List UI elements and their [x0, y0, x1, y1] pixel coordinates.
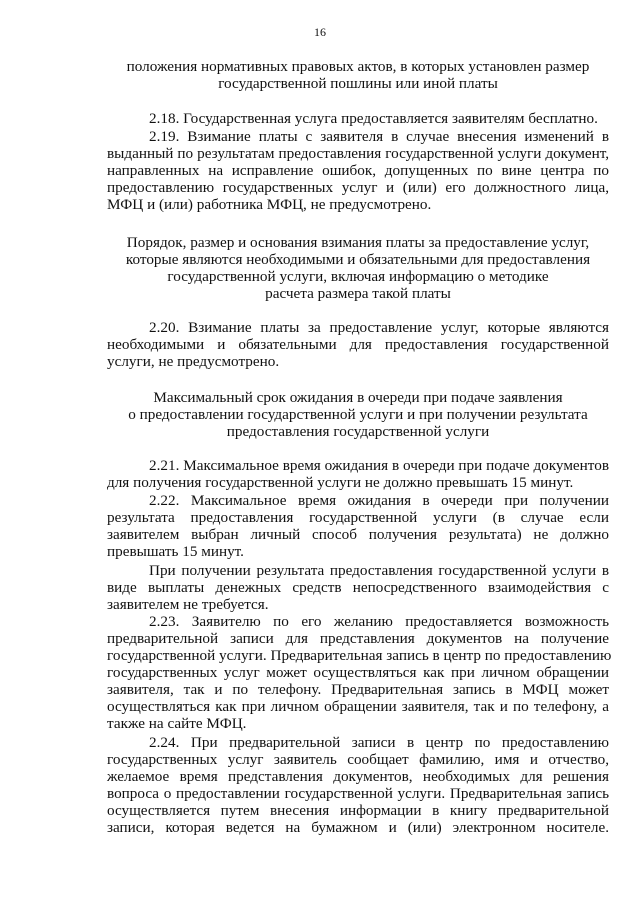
paragraph-line: выданный по результатам предоставления государственной услуги документ, — [107, 145, 609, 162]
paragraph-line: превышать 15 минут. — [107, 543, 244, 560]
paragraph-2-24 — [107, 734, 609, 836]
paragraph-line: результата предоставления государственной услуги (в случае если — [107, 509, 609, 526]
paragraph-line: виде выплаты денежных средств непосредственного взаимодействия с — [107, 579, 609, 596]
paragraph-line: 2.23. Заявителю по его желанию предоставляется возможность — [149, 613, 609, 630]
paragraph-payment-interaction — [107, 562, 609, 613]
paragraph-line: для получения государственной услуги не должно превышать 15 минут. — [107, 474, 574, 491]
paragraph-2-23 — [107, 613, 612, 732]
paragraph-line: предварительной записи для представления документов на получение — [107, 630, 609, 647]
paragraph-line: государственной услуги. Предварительная запись в центр по предоставлению — [107, 647, 612, 664]
paragraph-line: записи, которая ведется на бумажном и (или) электронном носителе. — [107, 819, 609, 836]
paragraph-line: 2.20. Взимание платы за предоставление услуг, которые являются — [149, 319, 609, 336]
paragraph-line: желаемое время представления документов, необходимых для решения — [107, 768, 609, 785]
paragraph-2-22 — [107, 492, 609, 560]
paragraph-line: 2.19. Взимание платы с заявителя в случае внесения изменений в — [149, 128, 609, 145]
heading-line: положения нормативных правовых актов, в которых установлен размер — [126, 58, 590, 75]
paragraph-line: услуги, не предусмотрено. — [107, 353, 280, 370]
heading-line: Максимальный срок ожидания в очереди при подаче заявления — [153, 389, 563, 406]
section-heading-queue-time — [107, 389, 609, 440]
heading-line: предоставления государственной услуги — [226, 423, 490, 440]
paragraph-2-21 — [107, 457, 609, 491]
heading-line: расчета размера такой платы — [265, 285, 451, 302]
paragraph-line: осуществляться как при личном обращении заявителя, так и по телефону, а — [107, 698, 609, 715]
paragraph-line: При получении результата предоставления государственной услуги в — [149, 562, 609, 579]
paragraph-line: вопроса о предоставлении государственной услуги. Предварительная запись — [107, 785, 609, 802]
paragraph-line: осуществляется путем внесения информации в книгу предварительной — [107, 802, 609, 819]
section-heading-fees-acts — [107, 58, 609, 92]
paragraph-line: направленных на исправление ошибок, допущенных по вине центра по — [107, 162, 609, 179]
heading-line: государственной услуги, включая информацию о методике — [167, 268, 549, 285]
paragraph-line: государственных услуг заявитель сообщает фамилию, имя и отчество, — [107, 751, 609, 768]
paragraph-2-19 — [107, 128, 609, 213]
paragraph-2-20 — [107, 319, 609, 370]
heading-line: о предоставлении государственной услуги и при получении результата — [128, 406, 588, 423]
paragraph-line: заявителем не требуется. — [107, 596, 269, 613]
paragraph-line: государственных услуг может осуществляться как при личном обращении — [107, 664, 609, 681]
heading-line: которые являются необходимыми и обязательными для предоставления — [125, 251, 591, 268]
heading-line: государственной пошлины или иной платы — [218, 75, 498, 92]
paragraph-2-18 — [107, 110, 640, 127]
paragraph-line: необходимыми и обязательными для предоставления государственной — [107, 336, 609, 353]
paragraph-line: МФЦ и (или) работника МФЦ, не предусмотрено. — [107, 196, 432, 213]
paragraph-line: 2.22. Максимальное время ожидания в очереди при получении — [149, 492, 609, 509]
paragraph-line: также на сайте МФЦ. — [107, 715, 247, 732]
section-heading-payment-order — [107, 234, 609, 302]
page-number: 16 — [314, 25, 326, 39]
paragraph-line: заявителем выбран личный способ получения результата) не должно — [107, 526, 609, 543]
heading-line: Порядок, размер и основания взимания платы за предоставление услуг, — [126, 234, 590, 251]
paragraph-line: заявителя, так и по телефону. Предварительная запись в МФЦ может — [107, 681, 609, 698]
paragraph-line: 2.24. При предварительной записи в центр по предоставлению — [149, 734, 609, 751]
paragraph-line: 2.21. Максимальное время ожидания в очереди при подаче документов — [149, 457, 609, 474]
paragraph-line: 2.18. Государственная услуга предоставляется заявителям бесплатно. — [149, 110, 598, 127]
paragraph-line: предоставлению государственных услуг и (или) его должностного лица, — [107, 179, 609, 196]
